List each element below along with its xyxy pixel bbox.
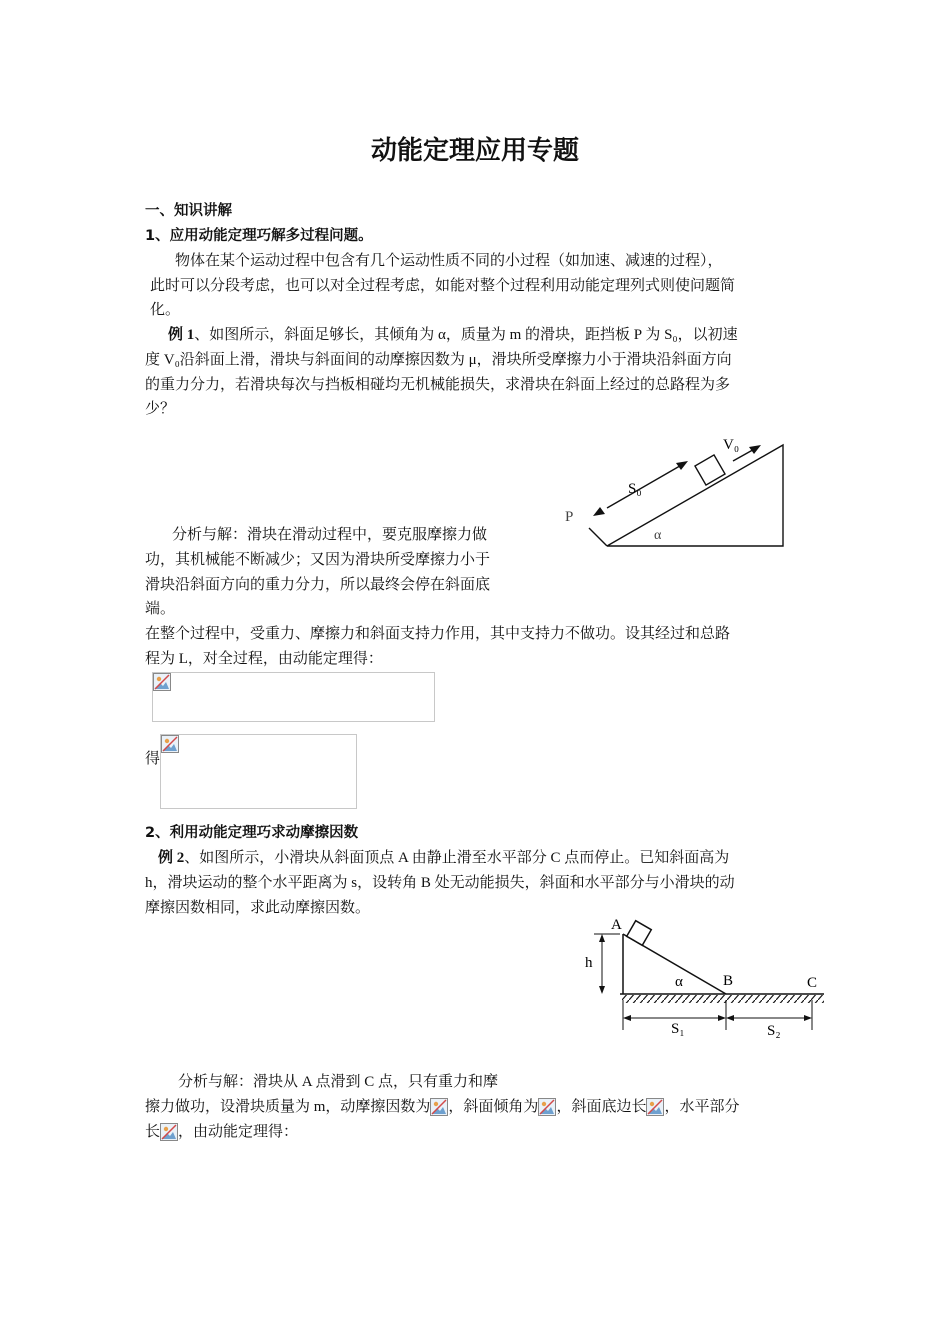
arrowhead [726, 1015, 734, 1021]
example2-text: 、如图所示，小滑块从斜面顶点 A 由静止滑至水平部分 C 点而停止。已知斜面高为 [184, 850, 730, 866]
broken-image-icon [538, 1098, 556, 1116]
label-h: h [585, 955, 593, 971]
example2-line: h，滑块运动的整个水平距离为 s，设转角 B 处无动能损失，斜面和水平部分与小滑块的动 [145, 875, 735, 891]
section-heading: 一、知识讲解 [145, 203, 232, 219]
analysis2-text: 擦力做功，设滑块质量为 m，动摩擦因数为 [145, 1099, 431, 1115]
label-v0: V₀ [723, 437, 740, 453]
broken-image-icon [646, 1098, 664, 1116]
arrowhead [804, 1015, 812, 1021]
arrowhead [718, 1015, 726, 1021]
broken-image-icon [160, 1123, 178, 1141]
broken-image-icon [161, 735, 179, 753]
analysis2-text: ，斜面底边长 [556, 1099, 647, 1115]
example1-line [168, 323, 738, 347]
analysis2-text: ，由动能定理得： [178, 1124, 299, 1140]
topic2-heading: 2、利用动能定理巧求动摩擦因数 [145, 825, 359, 841]
barrier-p [589, 528, 607, 546]
arrowhead [599, 986, 605, 994]
result-prefix: 得 [145, 751, 161, 767]
s0-arrow [607, 463, 685, 508]
label-p: P [565, 509, 574, 525]
incline-figure-1 [555, 425, 800, 555]
full-process-line: 程为 L，对全过程，由动能定理得： [145, 651, 383, 667]
label-a: A [611, 917, 622, 933]
analysis2-line [145, 1095, 739, 1119]
label-s0: S₀ [628, 481, 642, 497]
topic1-intro-line: 物体在某个运动过程中包含有几个运动性质不同的小过程（如加速、减速的过程）， [175, 253, 723, 269]
analysis2-line [145, 1120, 298, 1144]
label-s1: S₁ [671, 1021, 685, 1037]
s0-arrowhead-up [676, 461, 688, 470]
label-alpha: α [675, 974, 683, 990]
v0-arrowhead [749, 445, 761, 454]
broken-image-icon [430, 1098, 448, 1116]
topic1-heading: 1、应用动能定理巧解多过程问题。 [145, 228, 373, 244]
topic1-intro-line: 化。 [150, 302, 181, 318]
arrowhead [623, 1015, 631, 1021]
analysis1-line: 分析与解：滑块在滑动过程中，要克服摩擦力做 [172, 527, 488, 543]
equation-image-placeholder [160, 734, 357, 809]
label-c: C [807, 975, 818, 991]
s0-arrowhead-down [593, 507, 605, 516]
label-s2: S₂ [767, 1023, 781, 1039]
label-b: B [723, 973, 734, 989]
full-process-line: 在整个过程中，受重力、摩擦力和斜面支持力作用，其中支持力不做功。设其经过和总路 [145, 626, 731, 642]
example1-line: 的重力分力，若滑块每次与挡板相碰均无机械能损失，求滑块在斜面上经过的总路程为多 [145, 377, 731, 393]
analysis1-line: 滑块沿斜面方向的重力分力，所以最终会停在斜面底 [145, 577, 491, 593]
analysis2-line: 分析与解：滑块从 A 点滑到 C 点，只有重力和摩 [178, 1074, 499, 1090]
example2-line: 摩擦因数相同，求此动摩擦因数。 [145, 900, 371, 916]
example1-line: 度 V₀沿斜面上滑，滑块与斜面间的动摩擦因数为 μ，滑块所受摩擦力小于滑块沿斜面方向 [145, 352, 732, 368]
slider-block [627, 921, 652, 946]
ground-hatching [622, 995, 824, 1003]
broken-image-icon [153, 673, 171, 691]
incline-figure-2 [580, 912, 830, 1040]
example2-label: 例 2 [158, 850, 185, 866]
example1-text: 、如图所示，斜面足够长，其倾角为 α，质量为 m 的滑块，距挡板 P 为 S₀，以初速 [194, 327, 738, 343]
example1-label: 例 1 [168, 327, 195, 343]
example1-line: 少？ [145, 401, 176, 417]
analysis1-line: 功，其机械能不断减少；又因为滑块所受摩擦力小于 [145, 552, 491, 568]
analysis2-text: ，斜面倾角为 [448, 1099, 539, 1115]
label-alpha: α [654, 528, 662, 543]
example2-line [158, 846, 729, 870]
page-title: 动能定理应用专题 [370, 136, 579, 166]
analysis2-text: 长 [145, 1124, 161, 1140]
equation-image-placeholder [152, 672, 435, 722]
topic1-intro-line: 此时可以分段考虑，也可以对全过程考虑，如能对整个过程利用动能定理列式则使问题简 [150, 278, 736, 294]
analysis1-line: 端。 [145, 601, 176, 617]
arrowhead [599, 934, 605, 942]
analysis2-text: ，水平部分 [664, 1099, 740, 1115]
